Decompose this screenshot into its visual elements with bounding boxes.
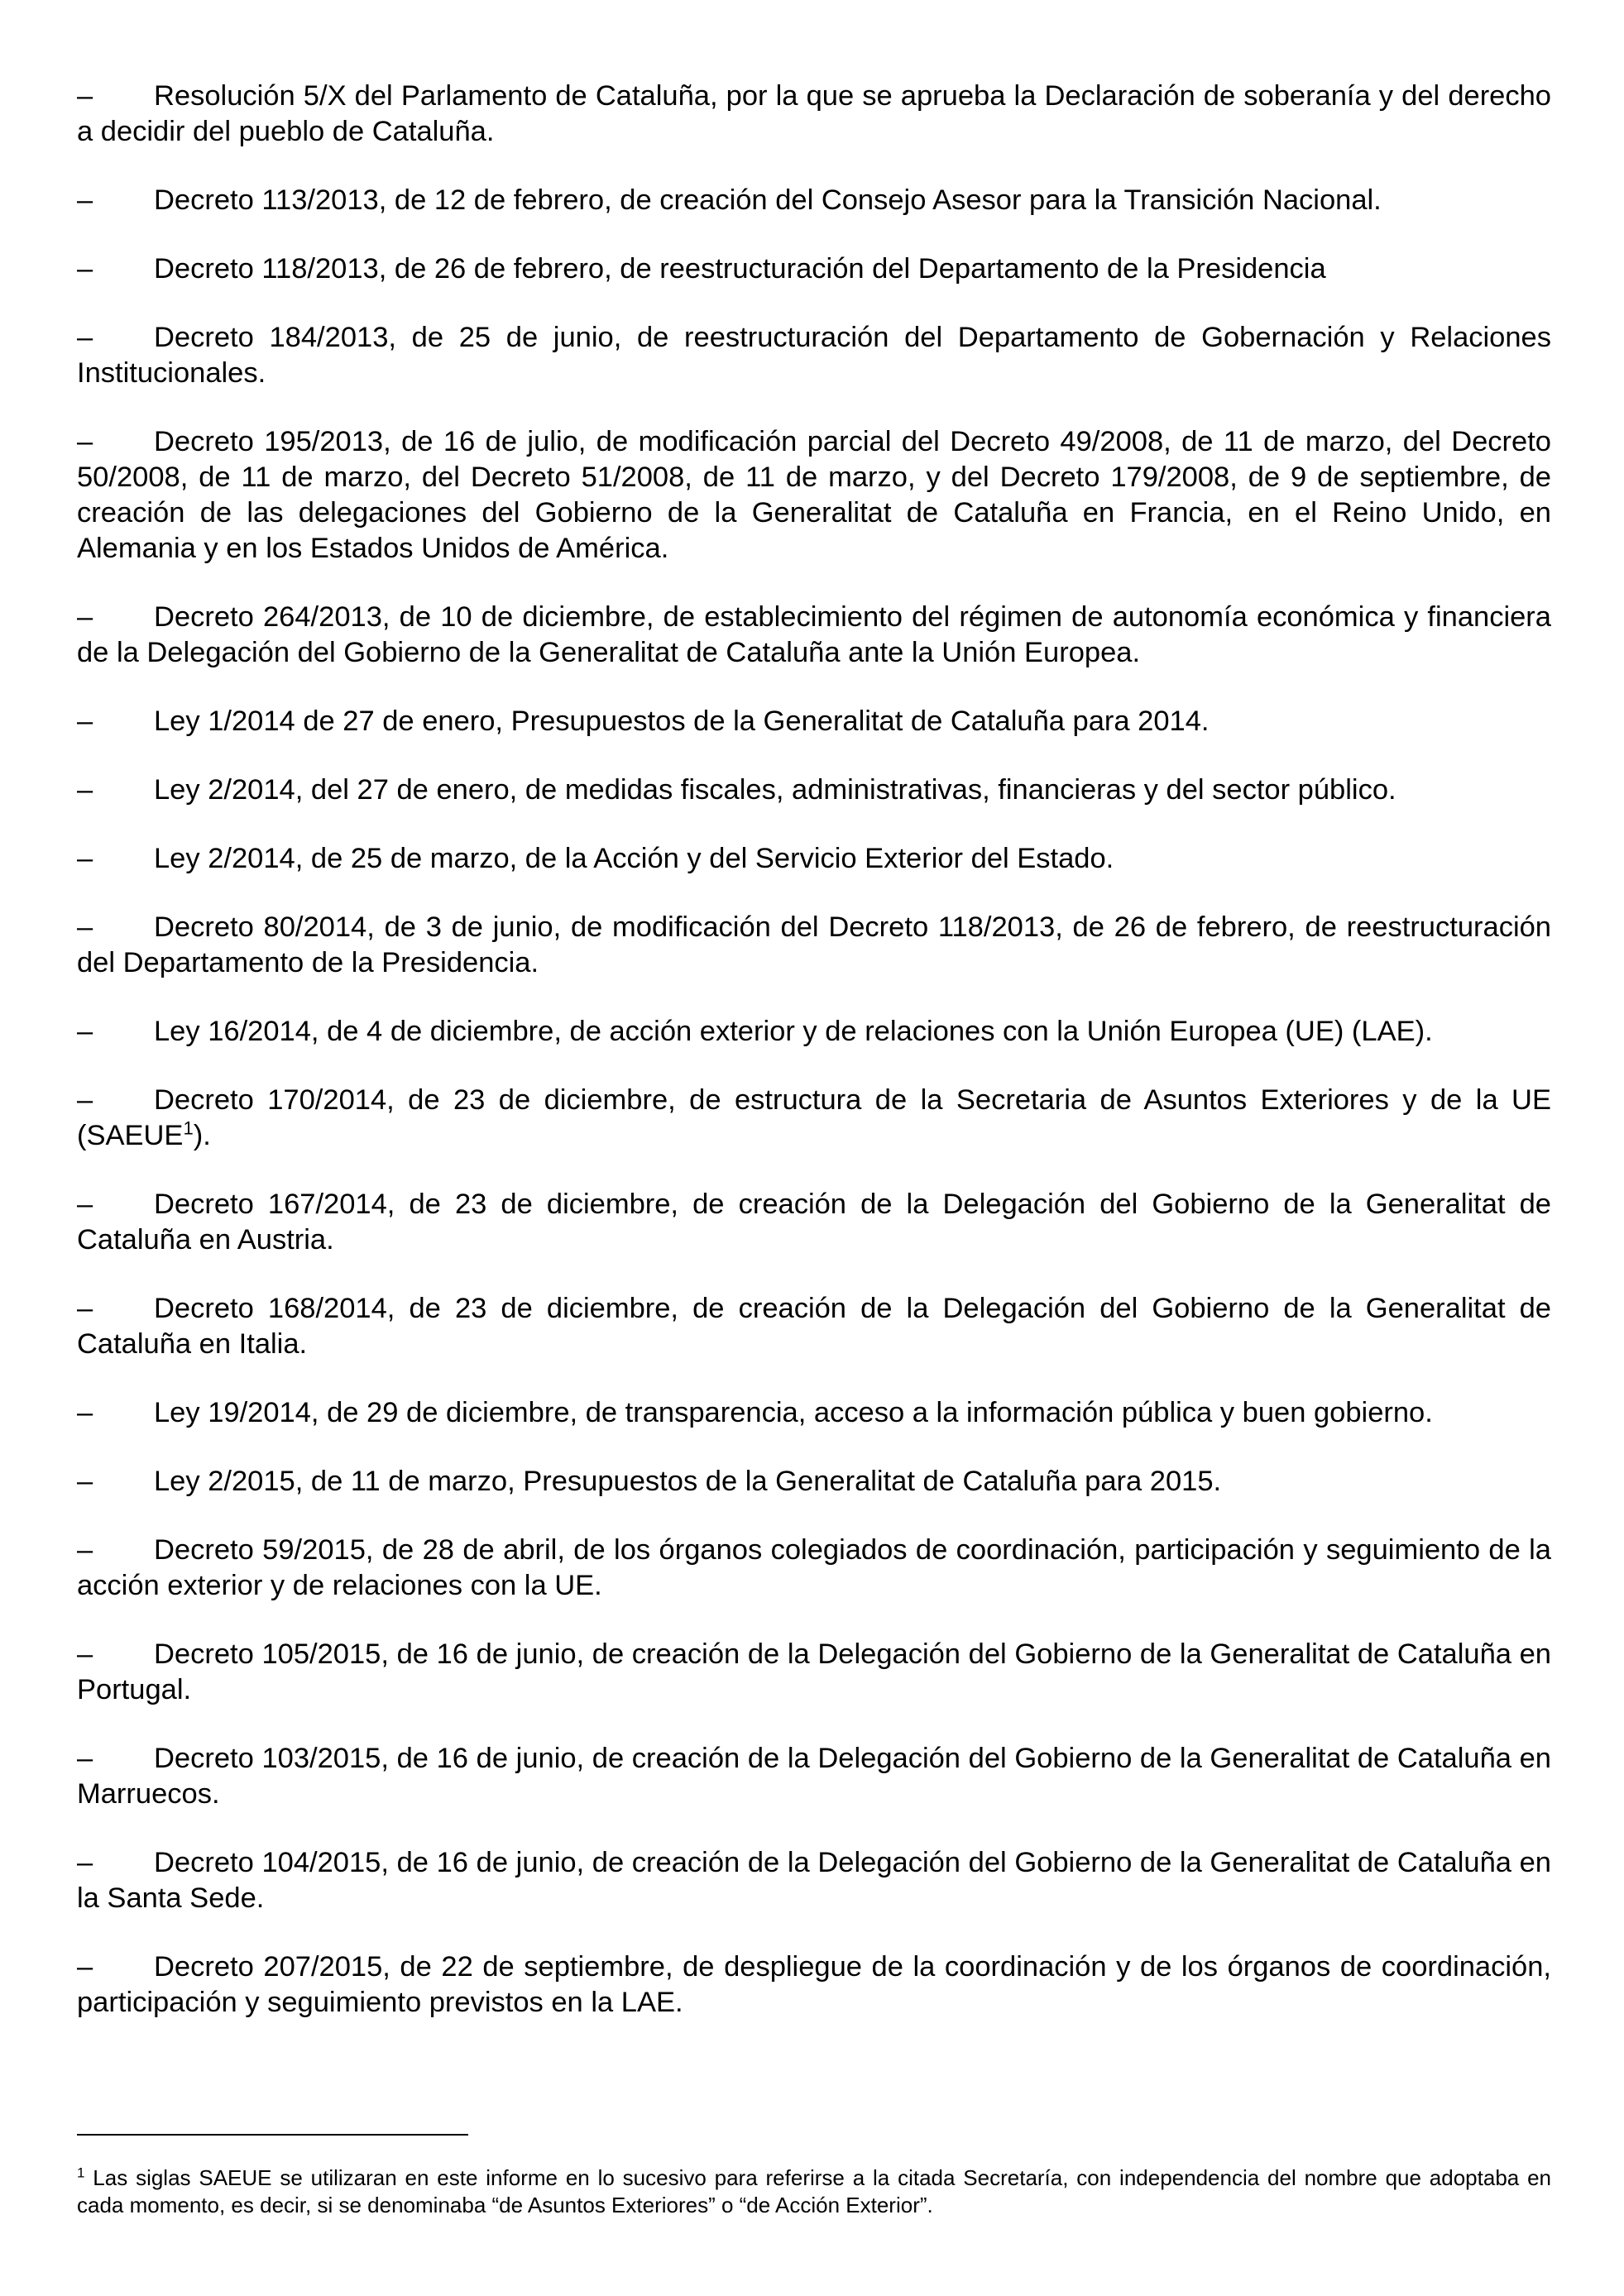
- footnote-reference[interactable]: 1: [183, 1117, 194, 1139]
- list-item-text: Ley 19/2014, de 29 de diciembre, de transparencia, acceso a la información pública y buen gobierno.: [154, 1397, 1433, 1428]
- dash-bullet: –: [77, 1534, 93, 1566]
- footnote-separator: [77, 2134, 468, 2136]
- dash-bullet: –: [77, 184, 93, 216]
- list-item-text: Ley 2/2014, del 27 de enero, de medidas fiscales, administrativas, financieras y del sector público.: [154, 774, 1396, 806]
- list-item-text: Ley 1/2014 de 27 de enero, Presupuestos de la Generalitat de Cataluña para 2014.: [154, 706, 1210, 737]
- list-item: [77, 1014, 1551, 1050]
- list-item: [77, 1464, 1551, 1500]
- list-item: [77, 1533, 1551, 1604]
- dash-bullet: –: [77, 1084, 93, 1116]
- dash-bullet: –: [77, 1189, 93, 1220]
- list-item: [77, 910, 1551, 981]
- list-item: [77, 424, 1551, 567]
- list-item: [77, 773, 1551, 808]
- list-item: [77, 251, 1551, 287]
- list-item-text-tail: ).: [193, 1120, 211, 1151]
- dash-bullet: –: [77, 1743, 93, 1774]
- dash-bullet: –: [77, 322, 93, 353]
- list-item: [77, 1845, 1551, 1916]
- dash-bullet: –: [77, 80, 93, 112]
- list-item: [77, 600, 1551, 671]
- dash-bullet: –: [77, 426, 93, 457]
- dash-bullet: –: [77, 1466, 93, 1497]
- list-item-text: Decreto 264/2013, de 10 de diciembre, de establecimiento del régimen de autonomía económica y financiera de la Delegación del Gobierno de la Generalitat de Cataluña ante la Unión Europea.: [77, 601, 1551, 668]
- footnote-text: Las siglas SAEUE se utilizaran en este informe en lo sucesivo para referirse a la citada Secretaría, con independencia del nombre que adoptaba en cada momento, es decir, si se denominaba “de Asuntos Exteriores” o “de Acción Exterior”.: [77, 2165, 1551, 2217]
- footnote: [77, 2164, 1551, 2219]
- list-item-text: Decreto 170/2014, de 23 de diciembre, de estructura de la Secretaria de Asuntos Exteriores y de la UE (SAEUE: [77, 1084, 1551, 1151]
- list-item-text: Decreto 104/2015, de 16 de junio, de creación de la Delegación del Gobierno de la Generalitat de Cataluña en la Santa Sede.: [77, 1847, 1551, 1914]
- list-item: [77, 183, 1551, 218]
- list-item: [77, 1291, 1551, 1362]
- dash-bullet: –: [77, 253, 93, 285]
- list-item-text: Decreto 113/2013, de 12 de febrero, de creación del Consejo Asesor para la Transición Nacional.: [154, 184, 1382, 216]
- dash-bullet: –: [77, 1016, 93, 1047]
- dash-bullet: –: [77, 911, 93, 943]
- list-item-text: Ley 16/2014, de 4 de diciembre, de acción exterior y de relaciones con la Unión Europea (UE) (LAE).: [154, 1016, 1433, 1047]
- list-item-text: Decreto 168/2014, de 23 de diciembre, de creación de la Delegación del Gobierno de la Generalitat de Cataluña en Italia.: [77, 1293, 1551, 1360]
- list-item-text: Decreto 195/2013, de 16 de julio, de modificación parcial del Decreto 49/2008, de 11 de marzo, del Decreto 50/2008, de 11 de marzo, del Decreto 51/2008, de 11 de marzo, y del Decreto 179/2008, de 9 de septiembre, de creación de las delegaciones del Gobierno de la Generalitat de Cataluña en Francia, en el Reino Unido, en Alemania y en los Estados Unidos de América.: [77, 426, 1551, 564]
- dash-bullet: –: [77, 1293, 93, 1324]
- list-item: [77, 1949, 1551, 2021]
- list-item: [77, 1187, 1551, 1258]
- dash-bullet: –: [77, 706, 93, 737]
- dash-bullet: –: [77, 1397, 93, 1428]
- dash-bullet: –: [77, 601, 93, 633]
- list-item: [77, 320, 1551, 391]
- footnote-number: 1: [77, 2164, 85, 2181]
- list-item-text: Ley 2/2015, de 11 de marzo, Presupuestos de la Generalitat de Cataluña para 2015.: [154, 1466, 1222, 1497]
- list-item: [77, 1637, 1551, 1708]
- list-item-text: Decreto 103/2015, de 16 de junio, de creación de la Delegación del Gobierno de la Generalitat de Cataluña en Marruecos.: [77, 1743, 1551, 1810]
- list-item-text: Decreto 105/2015, de 16 de junio, de creación de la Delegación del Gobierno de la Generalitat de Cataluña en Portugal.: [77, 1638, 1551, 1705]
- legislation-list: [77, 79, 1551, 2054]
- dash-bullet: –: [77, 1951, 93, 1983]
- list-item-text: Decreto 118/2013, de 26 de febrero, de reestructuración del Departamento de la Presidencia: [154, 253, 1326, 285]
- list-item-text: Decreto 207/2015, de 22 de septiembre, de despliegue de la coordinación y de los órganos de coordinación, participación y seguimiento previstos en la LAE.: [77, 1951, 1551, 2018]
- list-item-text: Resolución 5/X del Parlamento de Cataluña, por la que se aprueba la Declaración de soberanía y del derecho a decidir del pueblo de Cataluña.: [77, 80, 1551, 147]
- list-item: [77, 1741, 1551, 1812]
- dash-bullet: –: [77, 843, 93, 874]
- dash-bullet: –: [77, 1638, 93, 1670]
- list-item: [77, 79, 1551, 150]
- list-item-text: Decreto 59/2015, de 28 de abril, de los órganos colegiados de coordinación, participación y seguimiento de la acción exterior y de relaciones con la UE.: [77, 1534, 1551, 1601]
- list-item-text: Decreto 167/2014, de 23 de diciembre, de creación de la Delegación del Gobierno de la Generalitat de Cataluña en Austria.: [77, 1189, 1551, 1256]
- list-item: [77, 1395, 1551, 1431]
- dash-bullet: –: [77, 1847, 93, 1878]
- list-item-text: Decreto 184/2013, de 25 de junio, de reestructuración del Departamento de Gobernación y Relaciones Institucionales.: [77, 322, 1551, 389]
- list-item: [77, 1083, 1551, 1154]
- dash-bullet: –: [77, 774, 93, 806]
- list-item-text: Decreto 80/2014, de 3 de junio, de modificación del Decreto 118/2013, de 26 de febrero, de reestructuración del Departamento de la Presidencia.: [77, 911, 1551, 978]
- list-item: [77, 704, 1551, 739]
- list-item-text: Ley 2/2014, de 25 de marzo, de la Acción y del Servicio Exterior del Estado.: [154, 843, 1114, 874]
- list-item: [77, 841, 1551, 877]
